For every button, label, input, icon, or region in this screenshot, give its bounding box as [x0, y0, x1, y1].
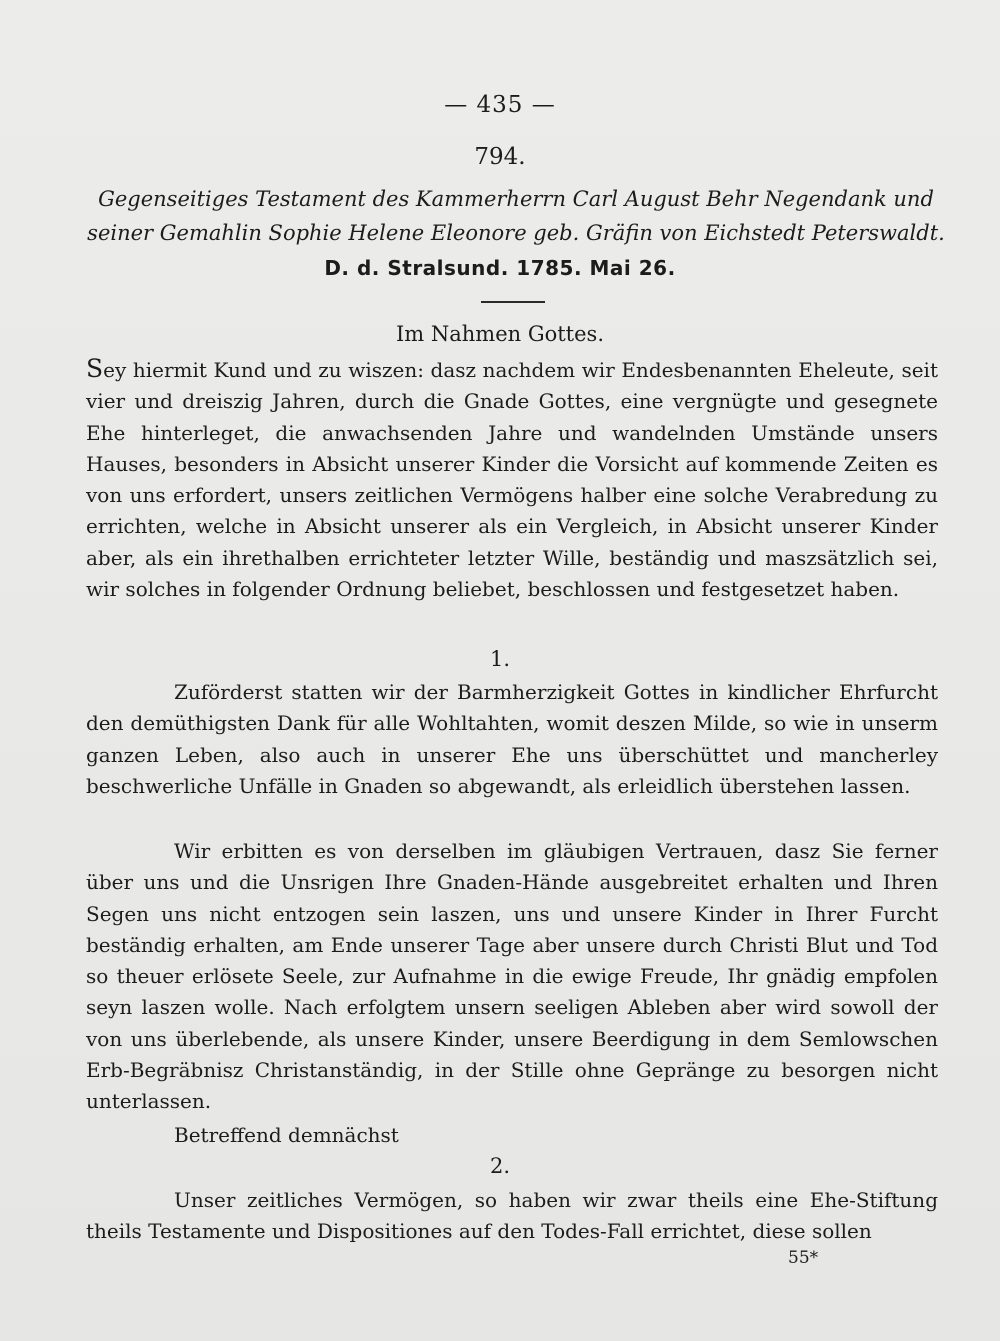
opening-text: ey hiermit Kund und zu wiszen: dasz nachdem wir Endesbenannten Eheleute, seit vier und dreiszig Jahren, durch die Gnade Gottes, eine vergnügte und gesegnete Ehe hinterleget, die anwachsenden Jahre und wandelnden Umstände unsers Hauses, besonders in Absicht unserer Kinder die Vorsicht auf kommende Zeiten es von uns erfordert, unsers zeitlichen Vermögens halber eine solche Verabredung zu errichten, welche in Absicht unserer als ein Vergleich, in Absicht unserer Kinder aber, als ein ihrethalben errichteter letzter Wille, beständig und maszsätzlich sei, wir solches in folgender Ordnung beliebet, beschlossen und festgesetzet haben.: [86, 358, 938, 602]
section-1-paragraph-3: Betreffend demnächst: [174, 1123, 399, 1147]
section-1-paragraph-2: Wir erbitten es von derselben im gläubigen Vertrauen, dasz Sie ferner über uns und die Unsrigen Ihre Gnaden-Hände ausgebreitet erhalten und Ihren Segen uns nicht entzogen sein laszen, uns und unsere Kinder in Ihrer Furcht beständig erhalten, am Ende unserer Tage aber unsere durch Christi Blut und Tod so theuer erlösete Seele, zur Aufnahme in die ewige Freude, Ihr gnädig empfolen seyn laszen wolle. Nach erfolgtem unsern seeligen Ableben aber wird sowoll der von uns überlebende, als unsere Kinder, unsere Beerdigung in dem Semlowschen Erb-Begräbnisz Christanständig, in der Stille ohne Gepränge zu besorgen nicht unterlassen.: [86, 839, 938, 1114]
document-number: 794.: [474, 144, 526, 170]
section-1-paragraph-1: Zuförderst statten wir der Barmherzigkeit Gottes in kindlicher Ehrfurcht den demüthigsten Dank für alle Wohltahten, womit deszen Milde, so wie in unserm ganzen Leben, also auch in unserer Ehe uns überschüttet und mancherley beschwerliche Unfälle in Gnaden so abgewandt, als erleidlich überstehen lassen.: [86, 680, 938, 798]
document-date: D. d. Stralsund. 1785. Mai 26.: [324, 256, 676, 280]
title-divider: [481, 301, 545, 303]
page-number: — 435 —: [444, 92, 556, 118]
signature-mark: 55*: [788, 1248, 819, 1268]
section-2-paragraph-1: Unser zeitliches Vermögen, so haben wir zwar theils eine Ehe-Stiftung theils Testamente und Dispositiones auf den Todes-Fall errichtet, diese sollen: [86, 1188, 938, 1244]
section-number-1: 1.: [489, 647, 511, 671]
document-title: Gegenseitiges Testament des Kammerherrn Carl August Behr Negendank und seiner Gemahlin Sophie Helene Eleonore geb. Gräfin von Eichstedt Peterswaldt.: [87, 187, 945, 245]
invocation: Im Nahmen Gottes.: [395, 322, 605, 346]
section-number-2: 2.: [489, 1154, 511, 1178]
opening-initial: S: [86, 354, 104, 383]
opening-paragraph: [86, 353, 938, 605]
